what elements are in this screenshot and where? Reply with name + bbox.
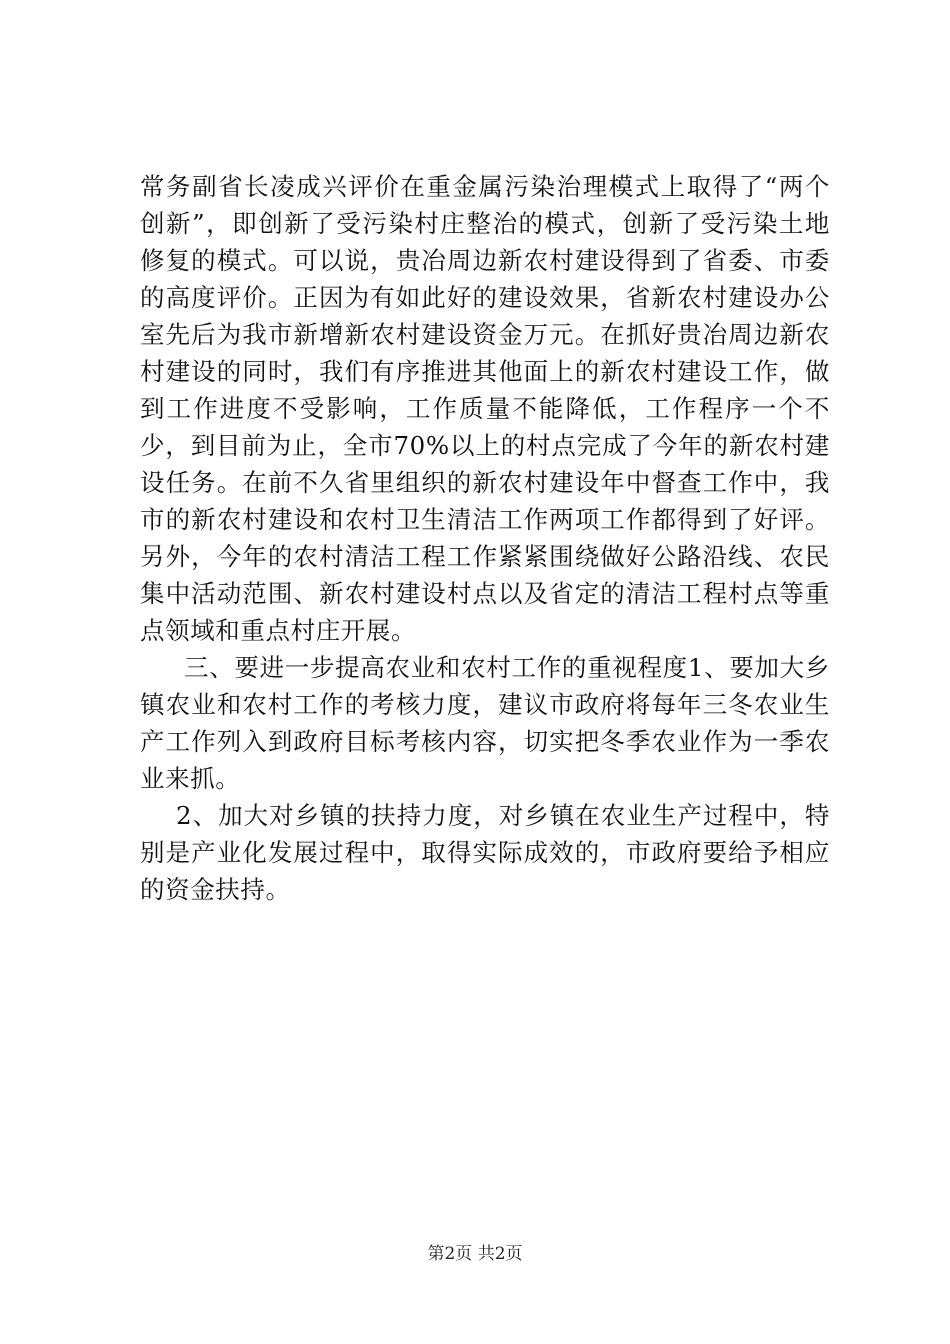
paragraph-support-township: 2、加大对乡镇的扶持力度，对乡镇在农业生产过程中，特别是产业化发展过程中，取得实际成效的，市政府要给予相应的资金扶持。: [140, 801, 830, 904]
paragraph-rural-construction: 常务副省长凌成兴评价在重金属污染治理模式上取得了“两个创新”，即创新了受污染村庄整治的模式，创新了受污染土地修复的模式。可以说，贵冶周边新农村建设得到了省委、市委的高度评价。正因为有如此好的建设效果，省新农村建设办公室先后为我市新增新农村建设资金万元。在抓好贵冶周边新农村建设的同时，我们有序推进其他面上的新农村建设工作，做到工作进度不受影响，工作质量不能降低，工作程序一个不少，到目前为止，全市70%以上的村点完成了今年的新农村建设任务。在前不久省里组织的新农村建设年中督查工作中，我市的新农村建设和农村卫生清洁工作两项工作都得到了好评。另外，今年的农村清洁工程工作紧紧围绕做好公路沿线、农民集中活动范围、新农村建设村点以及省定的清洁工程村点等重点领域和重点村庄开展。: [140, 172, 830, 645]
paragraph-section-three: 三、要进一步提高农业和农村工作的重视程度1、要加大乡镇农业和农村工作的考核力度，建议市政府将每年三冬农业生产工作列入到政府目标考核内容，切实把冬季农业作为一季农业来抓。: [140, 653, 830, 793]
page-number-footer: 第2页 共2页: [427, 1244, 523, 1264]
document-body: [140, 168, 830, 908]
